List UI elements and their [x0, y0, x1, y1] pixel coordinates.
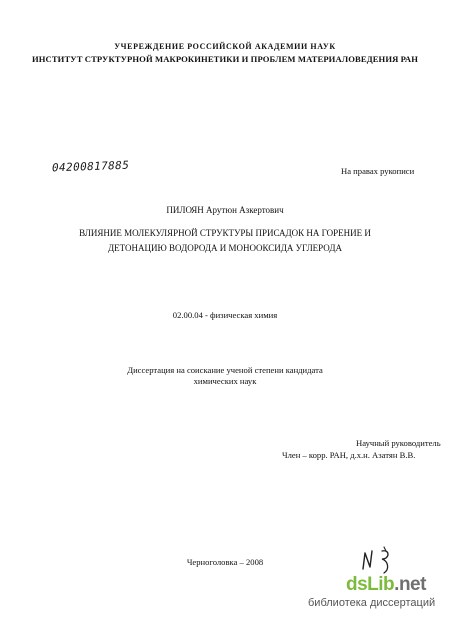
dslib-subtitle: библиотека диссертаций	[308, 597, 436, 609]
dslib-logo[interactable]	[346, 574, 426, 596]
dissertation-degree	[0, 365, 450, 387]
supervisor-name: Член – корр. РАН, д.х.н. Азатян В.В.	[282, 450, 416, 460]
institution-parent: УЧЕРЕЖДЕНИЕ РОССИЙСКОЙ АКАДЕМИИ НАУК	[114, 42, 336, 51]
dslib-logo-part1: dsLib	[346, 574, 395, 595]
thesis-title	[0, 226, 450, 256]
thesis-title-line-1: ВЛИЯНИЕ МОЛЕКУЛЯРНОЙ СТРУКТУРЫ ПРИСАДОК НА ГОРЕНИЕ И	[79, 228, 371, 238]
place-and-year: Черноголовка – 2008	[186, 557, 264, 567]
institution-name: ИНСТИТУТ СТРУКТУРНОЙ МАКРОКИНЕТИКИ И ПРОБЛЕМ МАТЕРИАЛОВЕДЕНИЯ РАН	[31, 54, 419, 64]
supervisor-label: Научный руководитель	[356, 438, 441, 448]
dissertation-line-2: химических наук	[193, 376, 257, 386]
dslib-logo-part2: .net	[394, 574, 426, 595]
author-name: ПИЛОЯН Арутюн Азкертович	[166, 205, 284, 215]
dissertation-line-1: Диссертация на соискание ученой степени кандидата	[127, 365, 323, 375]
manuscript-rights-note: На правах рукописи	[341, 166, 415, 176]
handwritten-registration-number: 04200817885	[51, 158, 130, 175]
specialty-code: 02.00.04 - физическая химия	[172, 310, 278, 320]
thesis-title-line-2: ДЕТОНАЦИЮ ВОДОРОДА И МОНООКСИДА УГЛЕРОДА	[108, 243, 342, 253]
